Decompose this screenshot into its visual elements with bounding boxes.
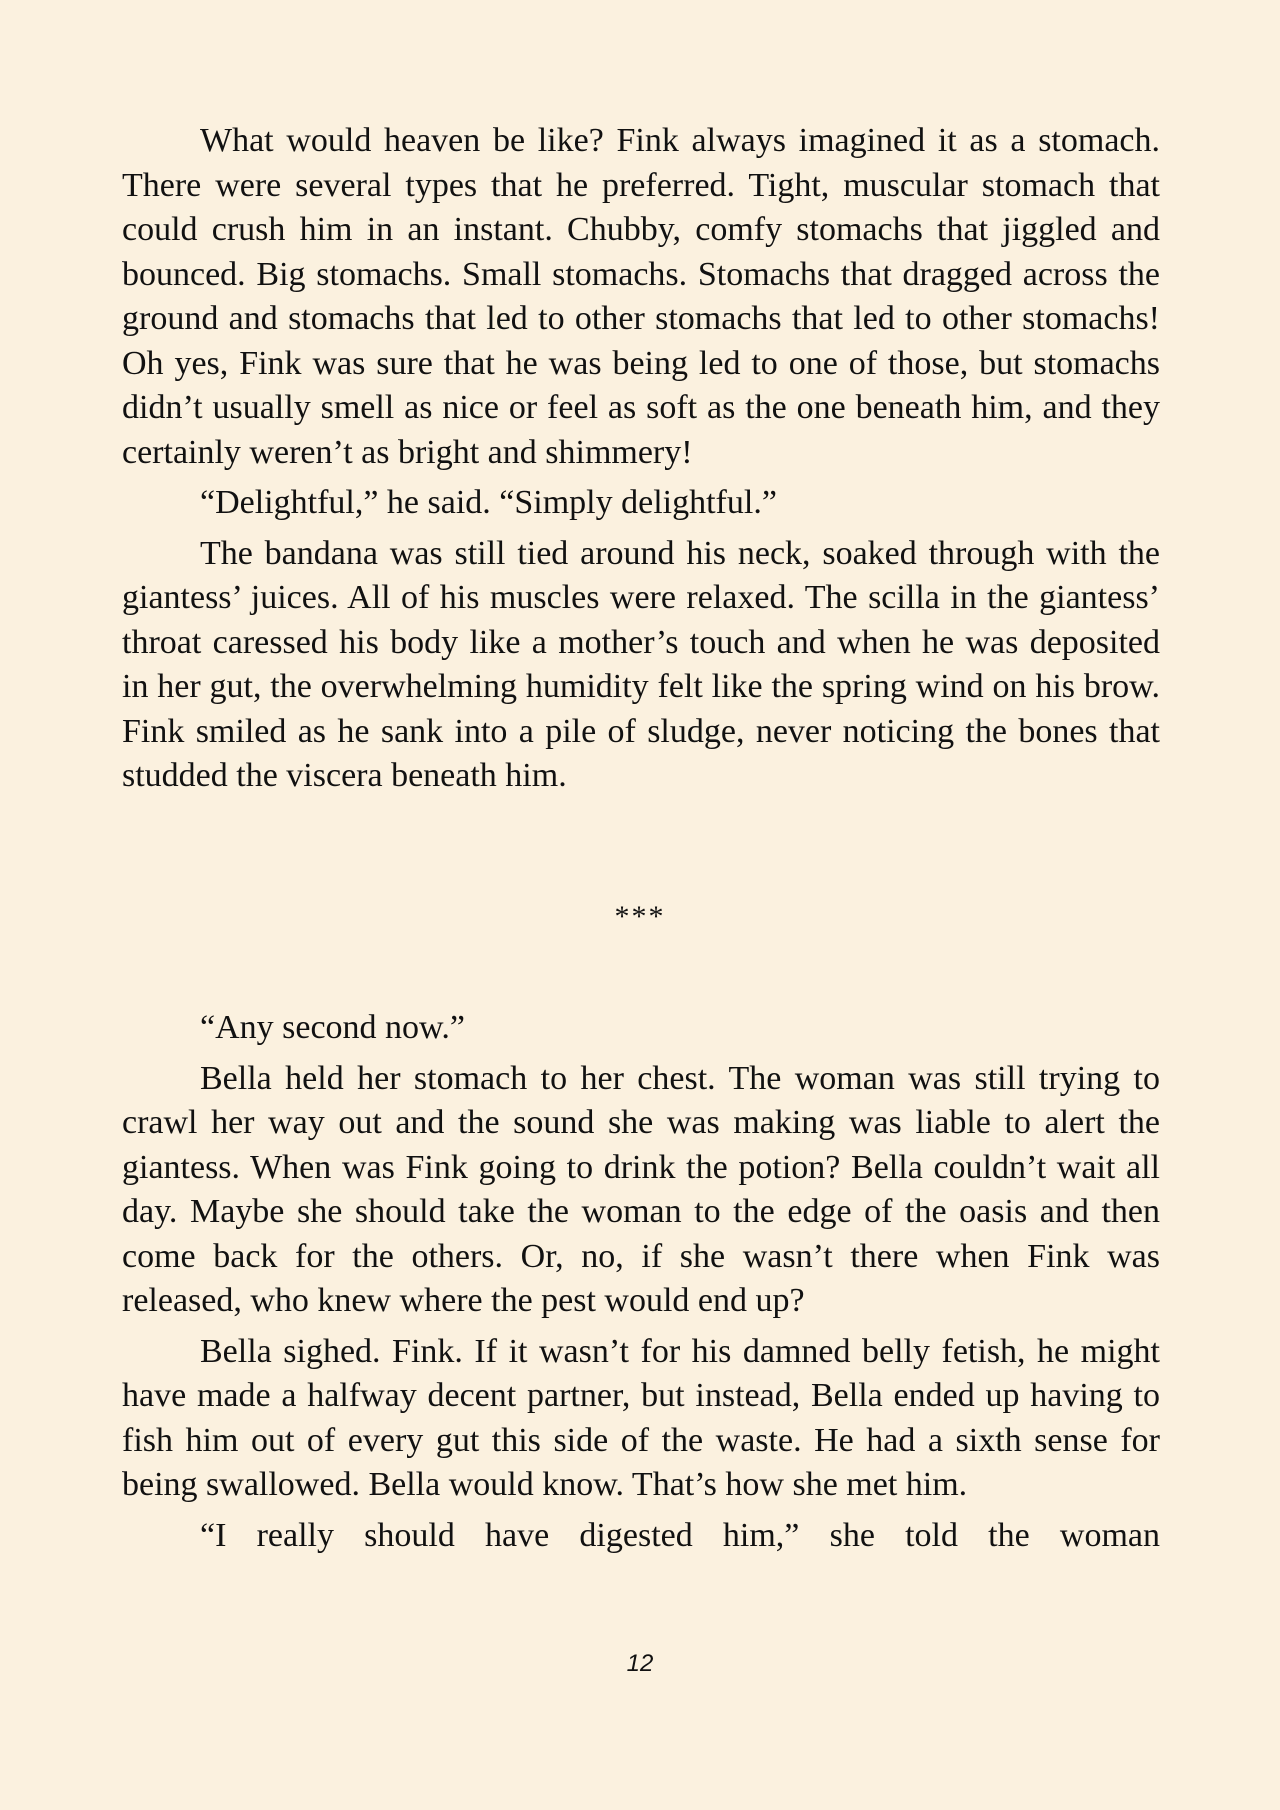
paragraph: The bandana was still tied around his neck, soaked through with the giantess’ juices. All of his muscles were relaxed. The scilla in the giantess’ throat caressed his body like a mother’s touch and when he was deposited in her gut, the overwhelming humidity felt like the spring wind on his brow. Fink smiled as he sank into a pile of sludge, never noticing the bones that studded the viscera beneath him.	[122, 534, 1160, 794]
paragraph: “I really should have digested him,” she told the woman	[200, 1516, 1160, 1554]
paragraph: “Any second now.”	[200, 1009, 465, 1046]
paragraph: “Delightful,” he said. “Simply delightful.”	[200, 484, 777, 521]
paragraph: What would heaven be like? Fink always imagined it as a stomach. There were several types that he preferred. Tight, muscular stomach that could crush him in an instant. Chubby, comfy stomachs that jiggled and bounced. Big stomachs. Small stomachs. Stomachs that dragged across the ground and stomachs that led to other stomachs that led to other stomachs! Oh yes, Fink was sure that he was being led to one of those, but stomachs didn’t usually smell as nice or feel as soft as the one beneath him, and they certainly weren’t as bright and shimmery!	[122, 122, 1160, 471]
paragraph: Bella held her stomach to her chest. The woman was still trying to crawl her way out and the sound she was making was liable to alert the giantess. When was Fink going to drink the potion? Bella couldn’t wait all day. Maybe she should take the woman to the edge of the oasis and then come back for the others. Or, no, if she wasn’t there when Fink was released, who knew where the pest would end up?	[122, 1059, 1160, 1319]
paragraph: Bella sighed. Fink. If it wasn’t for his damned belly fetish, he might have made a halfway decent partner, but instead, Bella ended up having to fish him out of every gut this side of the waste. He had a sixth sense for being swallowed. Bella would know. That’s how she met him.	[122, 1332, 1160, 1503]
text-section-2	[122, 1006, 1160, 1564]
scene-break: ***	[614, 900, 666, 933]
text-section-1	[122, 119, 1160, 805]
page-number: 12	[626, 1650, 654, 1677]
